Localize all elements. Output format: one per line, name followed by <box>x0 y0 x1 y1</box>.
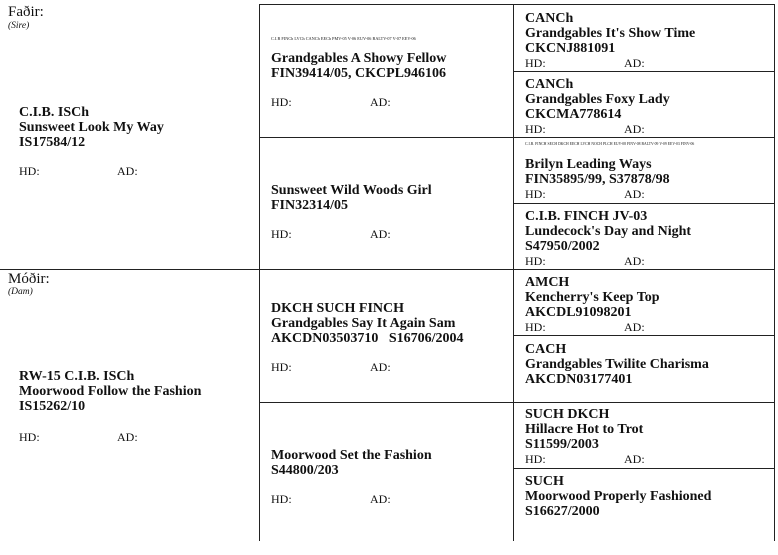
sire-titles: C.I.B. ISCh <box>19 105 90 120</box>
ggp3-reg: FIN35895/99, S37878/98 <box>525 172 670 187</box>
sire-label: Faðir: <box>8 4 44 20</box>
ggp5-reg: AKCDL91098201 <box>525 305 632 320</box>
gp4-ad-label: AD: <box>370 492 391 506</box>
ggp1-reg: CKCNJ881091 <box>525 41 616 56</box>
gp4-name: Moorwood Set the Fashion <box>271 448 432 463</box>
sire-cell <box>0 0 258 268</box>
gp1-ad-label: AD: <box>370 95 391 109</box>
sire-name: Sunsweet Look My Way <box>19 120 164 135</box>
gp1-name: Grandgables A Showy Fellow <box>271 51 447 66</box>
dam-reg: IS15262/10 <box>19 399 86 414</box>
ggp4-name: Lundecock's Day and Night <box>525 224 692 239</box>
gp2-name: Sunsweet Wild Woods Girl <box>271 183 432 198</box>
ggp7-reg: S11599/2003 <box>525 437 599 452</box>
ggp6-reg: AKCDN03177401 <box>525 372 633 387</box>
dam-hd-label: HD: <box>19 430 40 444</box>
great-grandparent-cell-1 <box>514 5 774 71</box>
gp3-ad-label: AD: <box>370 360 391 374</box>
divider-vertical-right <box>774 4 775 541</box>
grandparent-cell-2 <box>260 138 513 269</box>
dam-titles: RW-15 C.I.B. ISCh <box>19 369 135 384</box>
ggp8-reg: S16627/2000 <box>525 504 600 519</box>
gp1-titles: C.I.B FINCh LVCh CANCh EECh PMV-05 V-06 EUV-06 BALTV-07 V-07 EEV-06 <box>271 36 416 41</box>
dam-name: Moorwood Follow the Fashion <box>19 384 202 399</box>
great-grandparent-cell-4 <box>514 204 774 269</box>
ggp7-name: Hillacre Hot to Trot <box>525 422 644 437</box>
ggp6-name: Grandgables Twilite Charisma <box>525 357 709 372</box>
grandparent-cell-4 <box>260 403 513 541</box>
ggp4-titles: C.I.B. FINCH JV-03 <box>525 209 648 224</box>
sire-hd-label: HD: <box>19 164 40 178</box>
great-grandparent-cell-6 <box>514 336 774 402</box>
ggp3-name: Brilyn Leading Ways <box>525 157 652 172</box>
grandparent-cell-1 <box>260 5 513 137</box>
gp2-ad-label: AD: <box>370 227 391 241</box>
ggp5-ad-label: AD: <box>624 320 645 334</box>
ggp2-ad-label: AD: <box>624 122 645 136</box>
great-grandparent-cell-8 <box>514 469 774 541</box>
ggp1-ad-label: AD: <box>624 56 645 70</box>
ggp2-hd-label: HD: <box>525 122 546 136</box>
gp1-reg: FIN39414/05, CKCPL946106 <box>271 66 446 81</box>
ggp4-ad-label: AD: <box>624 254 645 268</box>
ggp6-titles: CACH <box>525 342 567 357</box>
dam-sublabel: (Dam) <box>8 287 33 297</box>
dam-ad-label: AD: <box>117 430 138 444</box>
dam-cell <box>0 270 258 541</box>
gp3-name: Grandgables Say It Again Sam <box>271 316 456 331</box>
ggp3-ad-label: AD: <box>624 187 645 201</box>
ggp3-titles: C.I.B. FINCH SECH DKCH EECH LVCH NOCH PLCH EUV-08 FINV-08 BALTV-09 V-09 EEV-03 FINV-06 <box>525 142 695 146</box>
gp3-hd-label: HD: <box>271 360 292 374</box>
ggp2-titles: CANCh <box>525 77 574 92</box>
gp3-titles: DKCH SUCH FINCH <box>271 301 405 316</box>
gp4-reg: S44800/203 <box>271 463 339 478</box>
sire-sublabel: (Sire) <box>8 21 30 31</box>
gp3-reg: AKCDN03503710 S16706/2004 <box>271 331 464 346</box>
ggp3-hd-label: HD: <box>525 187 546 201</box>
great-grandparent-cell-7 <box>514 403 774 468</box>
ggp2-name: Grandgables Foxy Lady <box>525 92 670 107</box>
ggp2-reg: CKCMA778614 <box>525 107 622 122</box>
sire-reg: IS17584/12 <box>19 135 86 150</box>
gp4-hd-label: HD: <box>271 492 292 506</box>
sire-ad-label: AD: <box>117 164 138 178</box>
dam-label: Móðir: <box>8 271 50 287</box>
ggp4-hd-label: HD: <box>525 254 546 268</box>
ggp7-hd-label: HD: <box>525 452 546 466</box>
gp1-hd-label: HD: <box>271 95 292 109</box>
grandparent-cell-3 <box>260 270 513 402</box>
ggp1-hd-label: HD: <box>525 56 546 70</box>
gp2-reg: FIN32314/05 <box>271 198 348 213</box>
great-grandparent-cell-5 <box>514 270 774 335</box>
ggp1-name: Grandgables It's Show Time <box>525 26 696 41</box>
ggp1-titles: CANCh <box>525 11 574 26</box>
ggp5-titles: AMCH <box>525 275 570 290</box>
ggp7-titles: SUCH DKCH <box>525 407 610 422</box>
ggp7-ad-label: AD: <box>624 452 645 466</box>
ggp8-name: Moorwood Properly Fashioned <box>525 489 712 504</box>
ggp5-name: Kencherry's Keep Top <box>525 290 660 305</box>
gp2-hd-label: HD: <box>271 227 292 241</box>
ggp5-hd-label: HD: <box>525 320 546 334</box>
ggp8-titles: SUCH <box>525 474 564 489</box>
great-grandparent-cell-3 <box>514 138 774 203</box>
great-grandparent-cell-2 <box>514 72 774 137</box>
ggp4-reg: S47950/2002 <box>525 239 600 254</box>
